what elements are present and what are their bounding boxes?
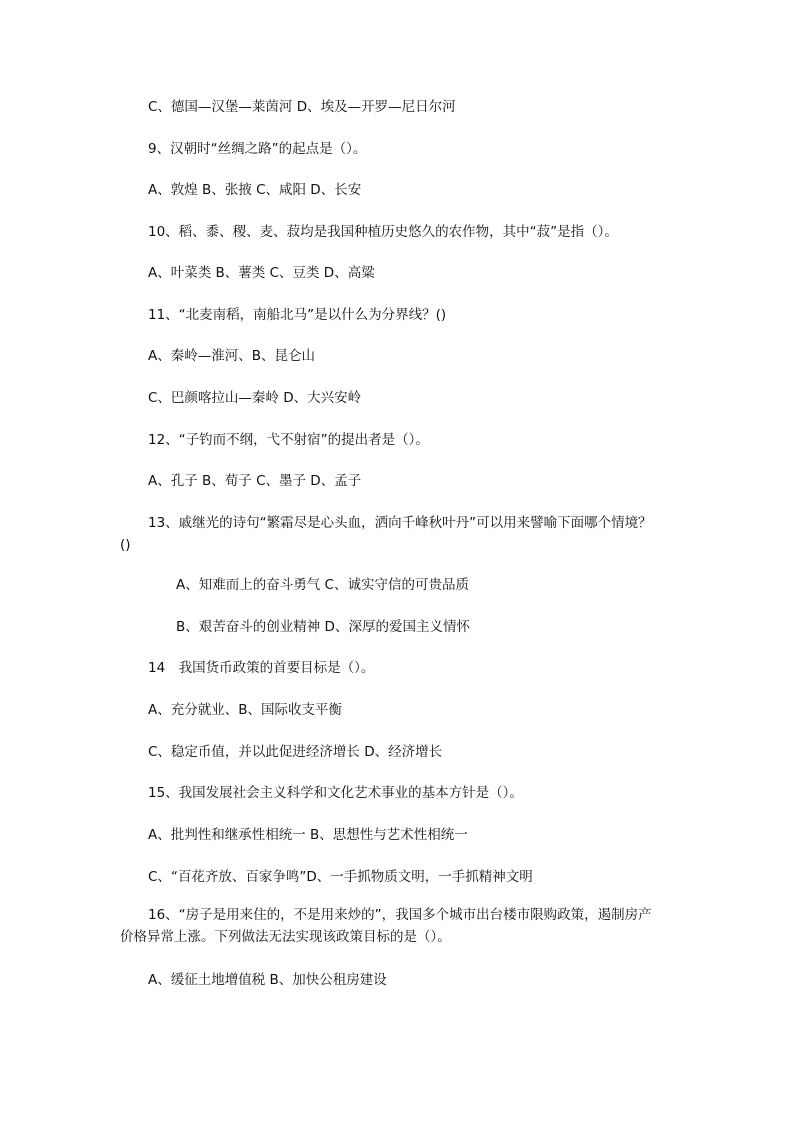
question-16-continuation: 价格异常上涨。下列做法无法实现该政策目标的是（）。 — [120, 929, 451, 945]
question-12: 12、“子钓而不纲，弋不射宿”的提出者是（）。 — [148, 432, 429, 448]
option-line: A、敦煌 B、张掖 C、咸阳 D、长安 — [148, 182, 362, 198]
option-line: B、艰苦奋斗的创业精神 D、深厚的爱国主义情怀 — [176, 619, 470, 635]
question-14: 14 我国货币政策的首要目标是（）。 — [148, 660, 375, 676]
option-line: A、秦岭—淮河、B、昆仑山 — [148, 348, 315, 364]
option-line: C、德国—汉堡—莱茵河 D、埃及—开罗—尼日尔河 — [148, 99, 456, 115]
option-line: C、“百花齐放、百家争鸣”D、一手抓物质文明，一手抓精神文明 — [148, 869, 533, 885]
option-line: A、孔子 B、荀子 C、墨子 D、孟子 — [148, 473, 362, 489]
option-line: A、缓征土地增值税 B、加快公租房建设 — [148, 972, 387, 988]
question-9: 9、汉朝时“丝绸之路”的起点是（）。 — [148, 141, 367, 157]
question-16: 16、“房子是用来住的，不是用来炒的”，我国多个城市出台楼市限购政策，遏制房产 — [148, 907, 652, 923]
option-line: A、批判性和继承性相统一 B、思想性与艺术性相统一 — [148, 827, 468, 843]
question-13-continuation: () — [120, 537, 131, 553]
question-15: 15、我国发展社会主义科学和文化艺术事业的基本方针是（）。 — [148, 785, 523, 801]
option-line: C、稳定币值，并以此促进经济增长 D、经济增长 — [148, 744, 443, 760]
option-line: A、充分就业、B、国际收支平衡 — [148, 702, 342, 718]
question-11: 11、“北麦南稻，南船北马”是以什么为分界线？() — [148, 307, 447, 323]
option-line: C、巴颜喀拉山—秦岭 D、大兴安岭 — [148, 390, 362, 406]
option-line: A、知难而上的奋斗勇气 C、诚实守信的可贵品质 — [176, 577, 469, 593]
question-10: 10、稻、黍、稷、麦、菽均是我国种植历史悠久的农作物，其中“菽”是指（）。 — [148, 224, 618, 240]
option-line: A、叶菜类 B、薯类 C、豆类 D、高粱 — [148, 265, 375, 281]
question-13: 13、戚继光的诗句“繁霜尽是心头血，洒向千峰秋叶丹”可以用来譬喻下面哪个情境？ — [148, 515, 652, 531]
